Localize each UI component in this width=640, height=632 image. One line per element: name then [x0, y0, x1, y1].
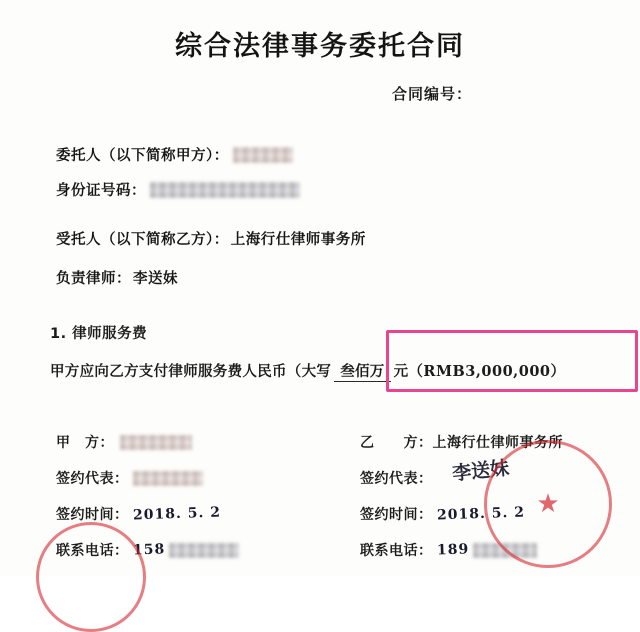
id-label: 身份证号码： [56, 183, 146, 199]
entrusted-row [56, 228, 366, 249]
fee-amount-chinese: 叁佰万 [334, 363, 390, 382]
fee-section-heading: 1. 律师服务费 [50, 326, 148, 342]
lawyer-handwritten-signature: 李送妹 [451, 457, 511, 485]
fee-amount-numeric: （RMB3,000,000） [408, 363, 566, 380]
client-row [56, 144, 293, 165]
id-row [56, 179, 300, 200]
party-b-phone-redacted [473, 543, 537, 558]
page-title: 综合法律事务委托合同 [175, 31, 465, 62]
lawyer-row [56, 267, 178, 288]
party-b-date-row [360, 504, 524, 524]
lawyer-value: 李送妹 [133, 271, 178, 287]
party-b-phone-value: 189 [436, 541, 470, 559]
party-b-value: 上海行仕律师事务所 [432, 435, 563, 451]
fee-unit: 元 [393, 364, 409, 380]
party-b-name-row [360, 432, 563, 452]
party-a-label: 甲 方： [56, 435, 114, 451]
party-a-rep-redacted [133, 471, 203, 486]
party-b-date-value: 2018. 5. 2 [436, 504, 525, 524]
party-a-phone-redacted [169, 543, 239, 558]
lawyer-label: 负责律师： [56, 271, 131, 287]
party-a-rep-row [56, 468, 203, 488]
party-a-value-redacted [120, 435, 192, 450]
party-a-date-label: 签约时间： [56, 507, 129, 523]
client-label: 委托人（以下简称甲方）： [56, 148, 229, 164]
client-value-redacted [233, 147, 293, 163]
party-b-phone-row [360, 540, 537, 560]
party-a-rep-label: 签约代表： [56, 471, 129, 487]
id-value-redacted [150, 182, 300, 198]
party-b-rep-label: 签约代表： [360, 471, 433, 487]
party-a-phone-value: 158 [132, 541, 166, 559]
seal-star-icon: ★ [536, 489, 560, 519]
party-a-phone-row [56, 540, 239, 560]
fee-text-before: 甲方应向乙方支付律师服务费人民币（大写 [50, 364, 332, 380]
party-a-name-row [56, 432, 192, 452]
party-b-label: 乙 方： [360, 435, 433, 451]
party-b-date-label: 签约时间： [360, 507, 433, 523]
entrusted-value: 上海行仕律师事务所 [230, 232, 366, 248]
company-seal-partial [36, 522, 146, 632]
contract-number-label: 合同编号： [391, 85, 472, 103]
entrusted-label: 受托人（以下简称乙方）： [56, 232, 229, 248]
party-a-phone-label: 联系电话： [56, 543, 129, 559]
party-a-date-value: 2018. 5. 2 [132, 504, 221, 524]
party-b-phone-label: 联系电话： [360, 543, 433, 559]
party-b-rep-row [360, 468, 433, 488]
party-a-date-row [56, 504, 220, 524]
fee-amount-line [50, 360, 566, 381]
contract-number-line [392, 83, 472, 104]
